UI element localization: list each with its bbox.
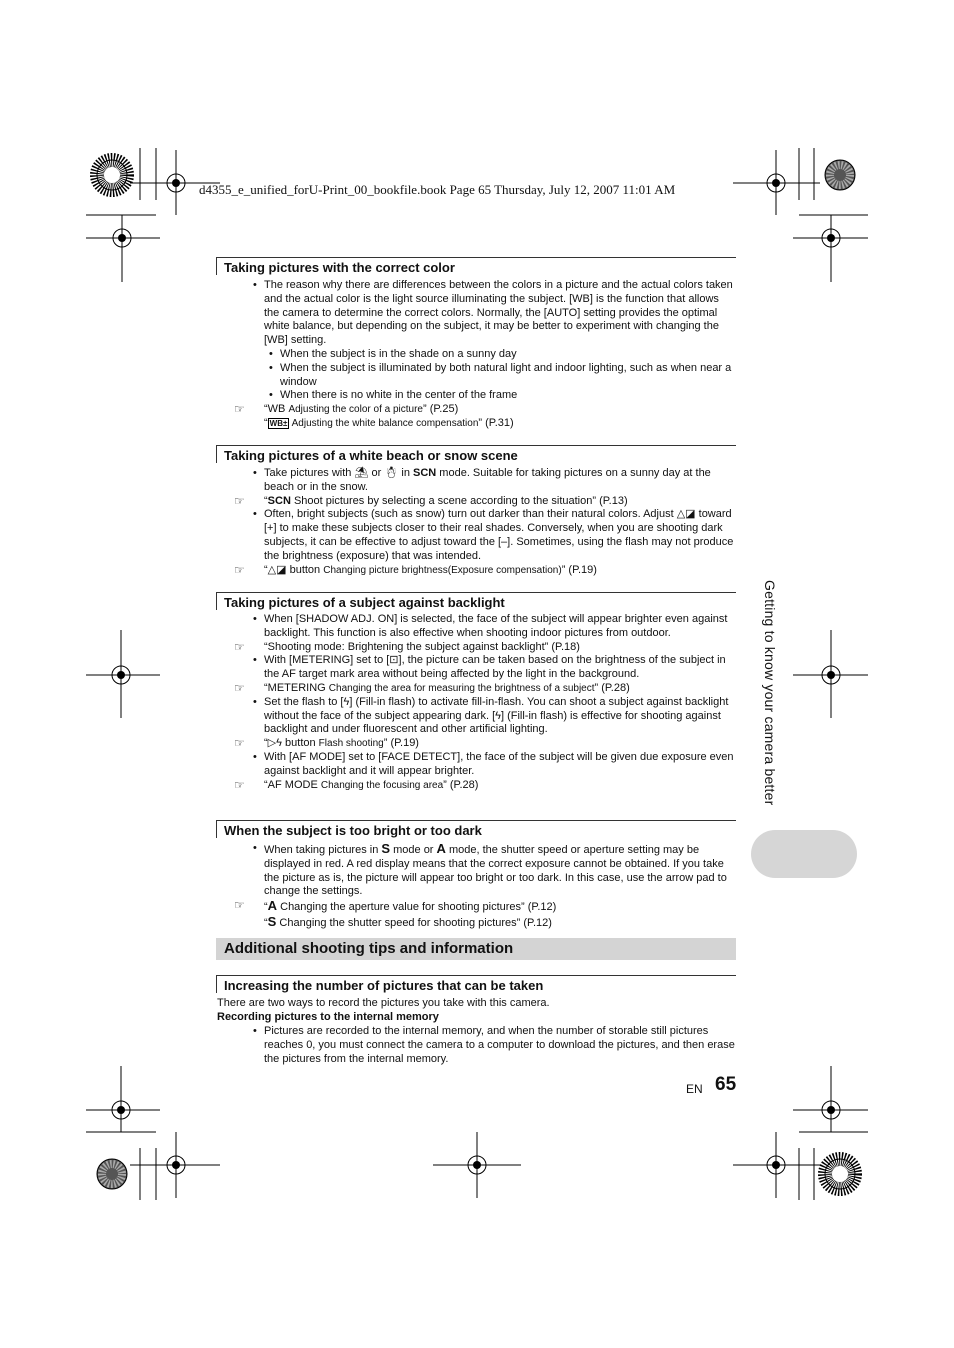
reference-hand-icon: ☞ — [234, 898, 245, 913]
section-increase-body — [252, 1025, 736, 1066]
wb-compensation-icon: WB± — [269, 418, 288, 428]
section-bright-dark — [216, 820, 736, 838]
list-item: • Take pictures with ⛱ or ☃ in SCN mode. Suitable for taking pictures on a sunny day at the beach or in the snow. — [252, 467, 736, 495]
reference-line: ☞ “WB Adjusting the color of a picture” (P.25) — [234, 402, 459, 417]
section-title: Increasing the number of pictures that can be taken — [224, 978, 544, 993]
section-backlight — [216, 592, 736, 610]
list-item: • The reason why there are differences between the colors in a picture and the actual colors taken and the actual color is the light source illuminating the subject. [WB] is the function that allows the camera to determine the correct colors. Normally, the [AUTO] setting provides the optimal white balance, but depending on the subject, it may be better to experiment with changing the [WB] setting. — [252, 279, 736, 348]
subheading: Recording pictures to the internal memory — [217, 1010, 439, 1023]
reference-line: ☞ “▷ϟ button Flash shooting” (P.19) — [234, 736, 419, 751]
flash-icon: ϟ — [495, 709, 501, 722]
reference-line: ☞ “△◪ button Changing picture brightness(Exposure compensation)” (P.19) — [234, 562, 597, 577]
list-item: • When there is no white in the center of the frame — [252, 389, 736, 403]
section-increase-intro — [217, 997, 737, 1025]
section-bright-dark-body — [234, 841, 736, 931]
reference-line: ☞ “AF MODE Changing the focusing area” (P.28) — [234, 777, 479, 792]
reference-hand-icon: ☞ — [234, 493, 245, 508]
shutter-mode-icon: S — [381, 841, 391, 856]
reference-hand-icon: ☞ — [234, 777, 245, 792]
section-correct-color — [216, 257, 736, 275]
reference-line: ☞ “A Changing the aperture value for shooting pictures” (P.12) — [234, 898, 557, 914]
list-item: • Set the flash to [ϟ] (Fill-in flash) to activate fill-in-flash. You can shoot a subject against backlight without the face of the subject appearing dark. [ϟ] (Fill-in flash) is effective for shooting against backlight and under fluorescent and other artificial lighting. — [252, 696, 736, 737]
exposure-compensation-icon: △◪ — [676, 508, 696, 521]
list-item: • Pictures are recorded to the internal memory, and when the number of storable still pictures reaches 0, you must connect the camera to a computer to download the pictures, and then erase the pictures from the internal memory. — [252, 1025, 736, 1066]
file-header: d4355_e_unified_forU-Print_00_bookfile.book Page 65 Thursday, July 12, 2007 11:01 AM — [199, 182, 676, 197]
section-backlight-body — [234, 613, 736, 792]
reference-line: ☞ “SCN Shoot pictures by selecting a scene according to the situation” (P.13) — [234, 493, 628, 508]
list-item: • With [AF MODE] set to [FACE DETECT], the face of the subject will be given due exposure even against backlight and it will appear brighter. — [252, 751, 736, 779]
reference-line: ☞ “METERING Changing the area for measuring the brightness of a subject” (P.28) — [234, 680, 630, 695]
reference-line: “S Changing the shutter speed for shooting pictures” (P.12) — [264, 913, 552, 929]
page-number: 65 — [715, 1074, 737, 1095]
beach-scene-icon: ⛱ — [354, 467, 369, 479]
reference-hand-icon: ☞ — [234, 639, 245, 654]
reference-hand-icon: ☞ — [234, 736, 245, 751]
aperture-mode-icon: A — [436, 841, 446, 856]
list-item: • When the subject is in the shade on a sunny day — [252, 348, 736, 362]
snow-scene-icon: ☃ — [384, 467, 399, 479]
section-title: Taking pictures with the correct color — [224, 260, 455, 275]
intro-text: There are two ways to record the pictures you take with this camera. — [217, 997, 550, 1009]
chapter-tab — [751, 830, 857, 878]
flash-icon: ϟ — [343, 695, 350, 708]
list-item: • When the subject is illuminated by both natural light and indoor lighting, such as when near a window — [252, 362, 736, 390]
sidebar-chapter-label: Getting to know your camera better — [762, 580, 778, 806]
band-title: Additional shooting tips and information — [224, 940, 514, 957]
section-beach-snow-body — [234, 467, 736, 577]
section-title: When the subject is too bright or too dark — [224, 823, 482, 838]
list-item: • With [METERING] set to [⊡], the picture can be taken based on the brightness of the subject in the AF target mark area without being affected by the light in the background. — [252, 654, 736, 682]
list-item: • When [SHADOW ADJ. ON] is selected, the face of the subject will appear brighter even against backlight. This function is also effective when shooting indoor pictures from outdoor. — [252, 613, 736, 641]
chapter-band — [216, 938, 736, 960]
aperture-mode-icon: A — [267, 898, 278, 914]
reference-hand-icon: ☞ — [234, 402, 245, 417]
reference-hand-icon: ☞ — [234, 680, 245, 695]
section-title: Taking pictures of a subject against backlight — [224, 595, 505, 610]
section-increase-pictures — [216, 975, 736, 993]
scn-mode-icon: SCN — [413, 467, 437, 479]
section-title: Taking pictures of a white beach or snow scene — [224, 448, 518, 463]
section-correct-color-body — [234, 279, 736, 431]
list-item: • When taking pictures in S mode or A mode, the shutter speed or aperture setting may be displayed in red. A red display means that the correct exposure cannot be obtained. If you take the picture as is, the picture will appear too bright or too dark. In this case, use the arrow pad to change the settings. — [252, 842, 736, 899]
section-beach-snow — [216, 445, 736, 463]
reference-hand-icon: ☞ — [234, 562, 245, 577]
list-item: • Often, bright subjects (such as snow) turn out darker than their natural colors. Adjust △◪ toward [+] to make these subjects closer to their real shades. Conversely, when you are shooting dark subjects, it can be effective to adjust toward the [–]. Sometimes, using the flash may not produce the brightness (exposure) that was intended. — [252, 508, 736, 563]
scn-mode-icon: SCN — [267, 494, 291, 507]
reference-line: ☞ “Shooting mode: Brightening the subject against backlight” (P.18) — [234, 639, 580, 654]
shutter-mode-icon: S — [267, 913, 277, 929]
exposure-compensation-icon: △◪ — [267, 563, 287, 576]
flash-button-icon: ▷ϟ — [267, 737, 282, 750]
language-code: EN — [686, 1082, 703, 1096]
spot-metering-icon: ⊡ — [389, 654, 399, 667]
reference-line: “ WB± Adjusting the white balance compensation” (P.31) — [264, 416, 514, 429]
